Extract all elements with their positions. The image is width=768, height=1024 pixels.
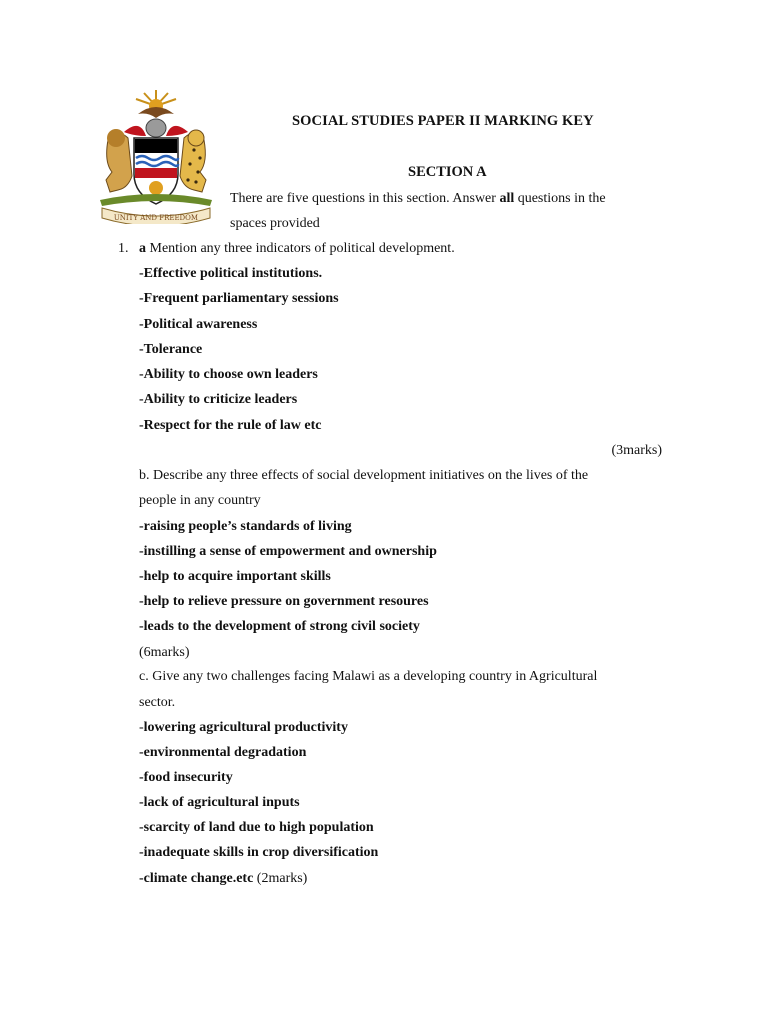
answer-1c-item: -environmental degradation xyxy=(139,745,307,760)
instructions-line2: spaces provided xyxy=(230,216,320,231)
section-heading: SECTION A xyxy=(408,164,487,180)
question-1a-text: Mention any three indicators of political development. xyxy=(146,241,455,256)
instructions-text: There are five questions in this section. Answer xyxy=(230,191,500,206)
answer-1c-text: -climate change.etc xyxy=(139,871,254,886)
question-number: 1. xyxy=(118,241,129,256)
answer-1a-item: -Respect for the rule of law etc xyxy=(139,418,322,433)
answer-1c-item: -inadequate skills in crop diversification xyxy=(139,845,379,860)
answer-1c-item: -lack of agricultural inputs xyxy=(139,795,300,810)
marks-1a: (3marks) xyxy=(611,443,662,458)
answer-1b-item: -help to acquire important skills xyxy=(139,569,331,584)
answer-1a-item: -Ability to choose own leaders xyxy=(139,367,318,382)
instructions-text-end: questions in the xyxy=(514,191,606,206)
answer-1b-item: -instilling a sense of empowerment and ownership xyxy=(139,544,437,559)
answer-1c-prefix: - xyxy=(139,720,144,735)
answer-1a-item: -Ability to criticize leaders xyxy=(139,392,298,407)
question-1b-line2: people in any country xyxy=(139,493,261,508)
question-1b-line1: b. Describe any three effects of social development initiatives on the lives of the xyxy=(139,468,589,483)
answer-1a-item: -Effective political institutions. xyxy=(139,266,323,281)
answer-1a-item: -Tolerance xyxy=(139,342,203,357)
question-1a-label: a xyxy=(139,241,146,256)
answer-1c-item xyxy=(139,719,348,737)
question-1c-line1: c. Give any two challenges facing Malawi as a developing country in Agricultural xyxy=(139,669,598,684)
instructions xyxy=(230,190,606,208)
question-1c-line2: sector. xyxy=(139,695,176,710)
question-1a xyxy=(139,240,455,258)
motto-text: UNITY AND FREEDOM xyxy=(113,214,199,222)
instructions-emphasis: all xyxy=(499,191,515,206)
answer-1c-item: -scarcity of land due to high population xyxy=(139,820,374,835)
marks-1b: (6marks) xyxy=(139,645,190,660)
page-title: SOCIAL STUDIES PAPER II MARKING KEY xyxy=(292,113,594,129)
answer-1c-item-last xyxy=(139,870,307,888)
answer-1b-item: -leads to the development of strong civil society xyxy=(139,619,420,634)
answer-1a-item: -Frequent parliamentary sessions xyxy=(139,291,339,306)
answer-1b-item: -raising people’s standards of living xyxy=(139,519,352,534)
answer-1c-text: lowering agricultural productivity xyxy=(143,720,348,735)
coat-of-arms-image xyxy=(94,88,218,224)
answer-1c-item: -food insecurity xyxy=(139,770,233,785)
marks-1c: (2marks) xyxy=(253,871,308,886)
answer-1a-item: -Political awareness xyxy=(139,317,258,332)
answer-1b-item: -help to relieve pressure on government resoures xyxy=(139,594,429,609)
